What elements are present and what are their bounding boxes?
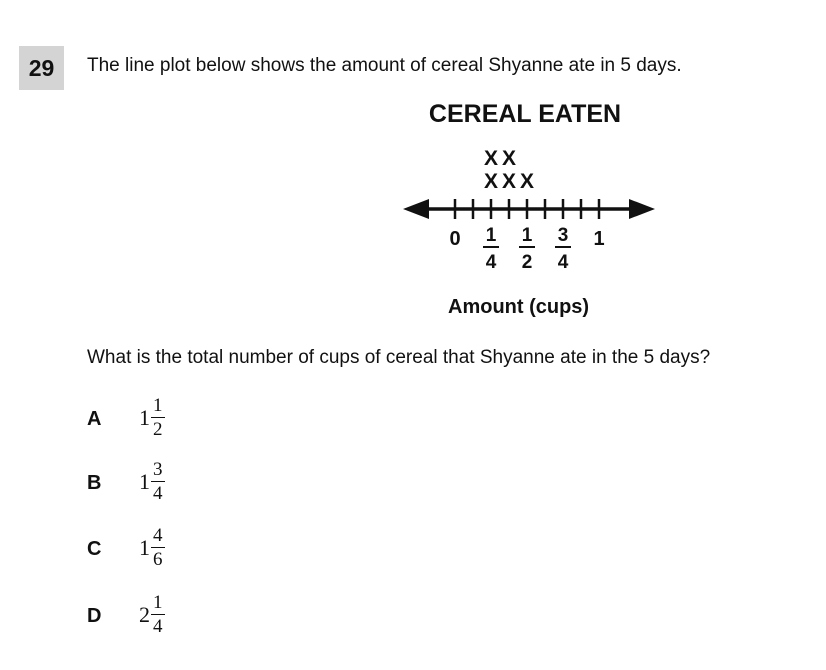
choice-value	[139, 593, 165, 636]
x-axis-label: Amount (cups)	[448, 296, 590, 318]
plot-title: CEREAL EATEN	[428, 100, 622, 128]
right-arrow-icon	[629, 199, 655, 219]
choice-numerator: 3	[153, 459, 163, 480]
choice-whole: 1	[139, 534, 150, 560]
choice-value	[139, 460, 165, 503]
data-point-x: X	[483, 170, 499, 193]
question-stem: The line plot below shows the amount of cereal Shyanne ate in 5 days.	[87, 55, 682, 76]
choice-denominator: 4	[153, 616, 163, 637]
data-point-x: X	[483, 147, 499, 170]
tick-label-denominator: 2	[521, 252, 533, 273]
question-number: 29	[19, 46, 64, 90]
choice-whole: 1	[139, 404, 150, 430]
choice-numerator: 1	[153, 395, 163, 416]
choice-denominator: 6	[153, 549, 163, 570]
tick-label-denominator: 4	[485, 252, 497, 273]
left-arrow-icon	[403, 199, 429, 219]
choice-whole: 2	[139, 601, 150, 627]
tick-label: 1	[593, 228, 605, 250]
choice-denominator: 2	[153, 419, 163, 440]
choice-value	[139, 526, 165, 569]
tick-label-numerator: 3	[557, 225, 569, 246]
choice-letter: B	[87, 472, 102, 494]
choice-whole: 1	[139, 468, 150, 494]
choice-numerator: 4	[153, 525, 163, 546]
tick-label-denominator: 4	[557, 252, 569, 273]
question-prompt: What is the total number of cups of cereal that Shyanne ate in the 5 days?	[87, 347, 711, 368]
data-point-x: X	[501, 147, 517, 170]
data-point-x: X	[519, 170, 535, 193]
choice-letter: D	[87, 605, 102, 627]
choice-numerator: 1	[153, 592, 163, 613]
data-point-x: X	[501, 170, 517, 193]
tick-label: 0	[449, 228, 461, 250]
tick-label-numerator: 1	[485, 225, 497, 246]
choice-letter: A	[87, 408, 102, 430]
tick-label-numerator: 1	[521, 225, 533, 246]
choice-letter: C	[87, 538, 102, 560]
line-plot	[395, 135, 665, 285]
choice-denominator: 4	[153, 483, 163, 504]
choice-value	[139, 396, 165, 439]
